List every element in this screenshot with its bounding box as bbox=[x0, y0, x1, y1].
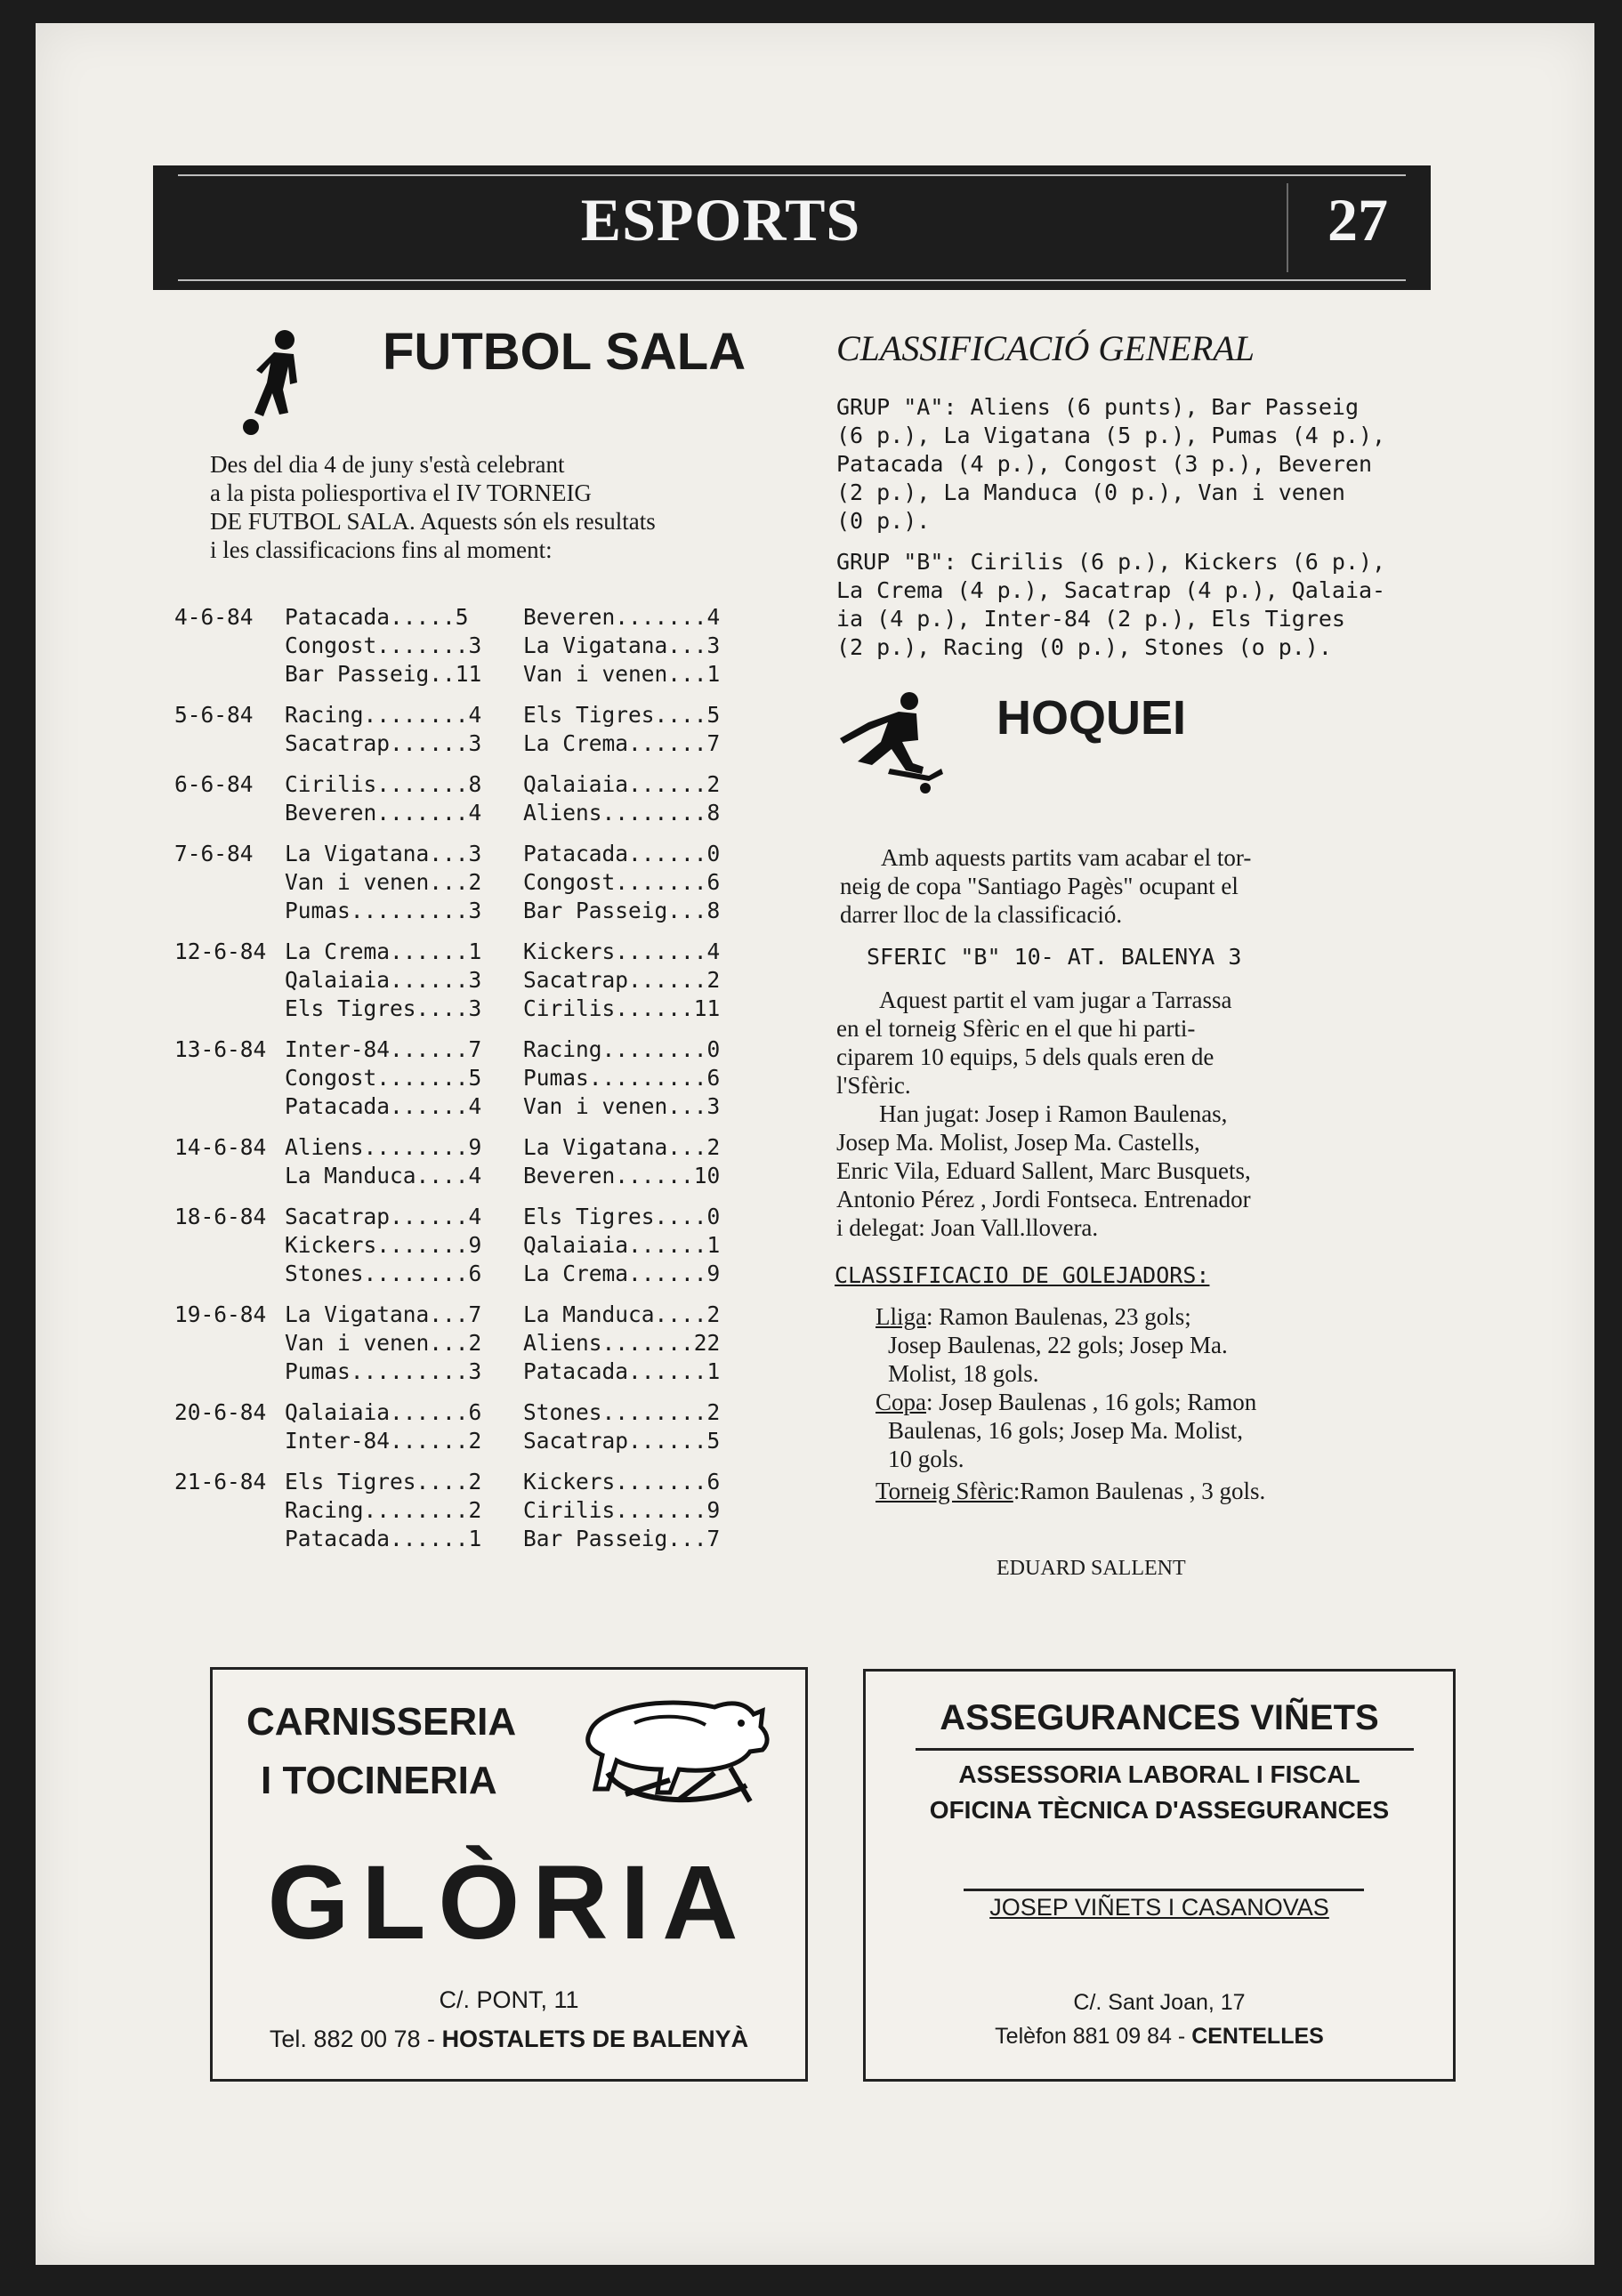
match-row bbox=[174, 1525, 788, 1553]
scorers-title: CLASSIFICACIO DE GOLEJADORS: bbox=[835, 1262, 1210, 1288]
scorer-line: Ramon Baulenas , 3 gols. bbox=[1020, 1478, 1266, 1504]
hoquei-report bbox=[836, 986, 1459, 1242]
match-row bbox=[174, 701, 788, 729]
report-line: l'Sfèric. bbox=[836, 1072, 911, 1099]
header-bottom-rule bbox=[178, 279, 1406, 281]
match-day bbox=[174, 603, 788, 689]
match-row bbox=[174, 1035, 788, 1064]
report-line: Enric Vila, Eduard Sallent, Marc Busquets, bbox=[836, 1157, 1251, 1184]
away-team-score: Stones........2 bbox=[523, 1399, 721, 1425]
scorers-torneig: Torneig Sfèric:Ramon Baulenas , 3 gols. bbox=[876, 1478, 1266, 1504]
futbol-sala-title: FUTBOL SALA bbox=[383, 323, 746, 381]
match-row bbox=[174, 938, 788, 966]
away-team-score: Sacatrap......2 bbox=[523, 967, 721, 993]
hoquei-title: HOQUEI bbox=[997, 691, 1187, 745]
ad-vinets-rule bbox=[916, 1748, 1414, 1751]
match-date: 6-6-84 bbox=[174, 771, 254, 797]
scorers-list bbox=[876, 1302, 1445, 1505]
match-date: 13-6-84 bbox=[174, 1036, 267, 1062]
scorers-lliga: Lliga: Ramon Baulenas, 23 gols; bbox=[876, 1303, 1191, 1330]
away-team-score: Bar Passeig...8 bbox=[523, 898, 721, 923]
standings-line: (2 p.), La Manduca (0 p.), Van i venen bbox=[836, 479, 1345, 505]
ad-gloria-line2: I TOCINERIA bbox=[261, 1759, 497, 1802]
report-line: Aquest partit el vam jugar a Tarrassa bbox=[879, 987, 1232, 1013]
match-date: 14-6-84 bbox=[174, 1134, 267, 1160]
home-team-score: Pumas.........3 bbox=[285, 898, 482, 923]
home-team-score: Els Tigres....3 bbox=[285, 995, 482, 1021]
standings-line: (0 p.). bbox=[836, 508, 931, 534]
match-row bbox=[174, 1329, 788, 1357]
home-team-score: Cirilis.......8 bbox=[285, 771, 482, 797]
header-top-rule bbox=[178, 174, 1406, 176]
match-row bbox=[174, 840, 788, 868]
hoquei-match-result: SFERIC "B" 10- AT. BALENYA 3 bbox=[867, 944, 1242, 970]
away-team-score: Bar Passeig...7 bbox=[523, 1526, 721, 1551]
hoquei-intro-line: Amb aquests partits vam acabar el tor- bbox=[881, 844, 1252, 871]
ad-gloria-tel: Tel. 882 00 78 - bbox=[269, 2026, 436, 2052]
scorer-line: Josep Baulenas , 16 gols; Ramon bbox=[939, 1389, 1257, 1415]
home-team-score: La Manduca....4 bbox=[285, 1163, 482, 1188]
away-team-score: Van i venen...1 bbox=[523, 661, 721, 687]
match-row bbox=[174, 660, 788, 689]
match-date: 4-6-84 bbox=[174, 604, 254, 630]
away-team-score: Kickers.......6 bbox=[523, 1469, 721, 1494]
ad-vinets-owner-rule bbox=[964, 1889, 1364, 1891]
scorer-category-label: Lliga bbox=[876, 1303, 926, 1330]
home-team-score: La Vigatana...3 bbox=[285, 841, 482, 866]
home-team-score: Els Tigres....2 bbox=[285, 1469, 482, 1494]
match-row bbox=[174, 799, 788, 827]
home-team-score: Kickers.......9 bbox=[285, 1232, 482, 1258]
away-team-score: La Crema......9 bbox=[523, 1261, 721, 1286]
scorers-copa: Copa: Josep Baulenas , 16 gols; Ramon bbox=[876, 1389, 1257, 1415]
ad-vinets-town: CENTELLES bbox=[1191, 2024, 1324, 2049]
away-team-score: Congost.......6 bbox=[523, 869, 721, 895]
away-team-score: La Manduca....2 bbox=[523, 1301, 721, 1327]
match-day bbox=[174, 938, 788, 1023]
classificacio-title: CLASSIFICACIÓ GENERAL bbox=[836, 328, 1255, 368]
match-row bbox=[174, 1468, 788, 1496]
futbol-intro-line: i les classificacions fins al moment: bbox=[210, 536, 553, 563]
home-team-score: Beveren.......4 bbox=[285, 800, 482, 826]
home-team-score: Stones........6 bbox=[285, 1261, 482, 1286]
hockey-player-icon bbox=[836, 690, 952, 797]
article-author: EDUARD SALLENT bbox=[997, 1557, 1186, 1580]
soccer-player-icon bbox=[238, 327, 310, 443]
away-team-score: Qalaiaia......1 bbox=[523, 1232, 721, 1258]
away-team-score: Patacada......1 bbox=[523, 1358, 721, 1384]
scorer-line: Baulenas, 16 gols; Josep Ma. Molist, bbox=[888, 1417, 1243, 1444]
match-day bbox=[174, 1203, 788, 1288]
home-team-score: Patacada.....5 bbox=[285, 604, 469, 630]
standings-line: GRUP "A": Aliens (6 punts), Bar Passeig bbox=[836, 394, 1359, 420]
match-date: 19-6-84 bbox=[174, 1301, 267, 1327]
ad-gloria-contact bbox=[213, 2026, 805, 2053]
away-team-score: Van i venen...3 bbox=[523, 1093, 721, 1119]
home-team-score: Racing........2 bbox=[285, 1497, 482, 1523]
ad-vinets-line1: ASSESSORIA LABORAL I FISCAL bbox=[958, 1760, 1360, 1788]
futbol-intro bbox=[210, 450, 797, 564]
ad-assegurances-vinets bbox=[863, 1669, 1456, 2082]
match-day bbox=[174, 1398, 788, 1455]
match-date: 12-6-84 bbox=[174, 939, 267, 964]
match-date: 21-6-84 bbox=[174, 1469, 267, 1494]
away-team-score: Cirilis.......9 bbox=[523, 1497, 721, 1523]
home-team-score: Van i venen...2 bbox=[285, 1330, 482, 1356]
away-team-score: La Crema......7 bbox=[523, 730, 721, 756]
futbol-intro-line: DE FUTBOL SALA. Aquests són els resultats bbox=[210, 508, 656, 535]
hoquei-intro-line: neig de copa "Santiago Pagès" ocupant el bbox=[840, 873, 1239, 899]
standings-line: (6 p.), La Vigatana (5 p.), Pumas (4 p.), bbox=[836, 423, 1386, 448]
match-row bbox=[174, 1427, 788, 1455]
standings-line: ia (4 p.), Inter-84 (2 p.), Els Tigres bbox=[836, 606, 1345, 632]
home-team-score: Qalaiaia......3 bbox=[285, 967, 482, 993]
scorer-line: Molist, 18 gols. bbox=[888, 1360, 1039, 1387]
match-row bbox=[174, 1231, 788, 1260]
match-row bbox=[174, 1162, 788, 1190]
away-team-score: Beveren......10 bbox=[523, 1163, 721, 1188]
ad-gloria-town: HOSTALETS DE BALENYÀ bbox=[441, 2026, 749, 2052]
match-day bbox=[174, 1301, 788, 1386]
report-line: i delegat: Joan Vall.llovera. bbox=[836, 1214, 1099, 1241]
results-table bbox=[174, 603, 788, 1566]
away-team-score: Aliens........8 bbox=[523, 800, 721, 826]
away-team-score: Cirilis......11 bbox=[523, 995, 721, 1021]
away-team-score: Sacatrap......5 bbox=[523, 1428, 721, 1454]
home-team-score: Patacada......4 bbox=[285, 1093, 482, 1119]
home-team-score: Sacatrap......3 bbox=[285, 730, 482, 756]
match-row bbox=[174, 868, 788, 897]
section-header bbox=[153, 165, 1431, 290]
match-day bbox=[174, 770, 788, 827]
match-day bbox=[174, 840, 788, 925]
ad-vinets-address: C/. Sant Joan, 17 bbox=[1073, 1990, 1246, 2015]
home-team-score: Inter-84......7 bbox=[285, 1036, 482, 1062]
match-row bbox=[174, 632, 788, 660]
home-team-score: Congost.......3 bbox=[285, 632, 482, 658]
standings-line: La Crema (4 p.), Sacatrap (4 p.), Qalaia- bbox=[836, 577, 1386, 603]
ad-vinets-owner: JOSEP VIÑETS I CASANOVAS bbox=[989, 1894, 1329, 1921]
match-day bbox=[174, 1468, 788, 1553]
match-row bbox=[174, 1133, 788, 1162]
match-row bbox=[174, 1203, 788, 1231]
pig-icon bbox=[572, 1688, 777, 1812]
home-team-score: La Crema......1 bbox=[285, 939, 482, 964]
match-row bbox=[174, 1301, 788, 1329]
match-row bbox=[174, 995, 788, 1023]
home-team-score: Bar Passeig..11 bbox=[285, 661, 482, 687]
away-team-score: Kickers.......4 bbox=[523, 939, 721, 964]
home-team-score: Qalaiaia......6 bbox=[285, 1399, 482, 1425]
ad-vinets-line2: OFICINA TÈCNICA D'ASSEGURANCES bbox=[929, 1796, 1390, 1824]
away-team-score: Els Tigres....5 bbox=[523, 702, 721, 728]
ad-gloria-line1: CARNISSERIA bbox=[246, 1700, 517, 1744]
grup-a-standings bbox=[836, 393, 1441, 536]
match-day bbox=[174, 701, 788, 758]
home-team-score: Pumas.........3 bbox=[285, 1358, 482, 1384]
away-team-score: Racing........0 bbox=[523, 1036, 721, 1062]
match-row bbox=[174, 1260, 788, 1288]
ad-vinets-contact bbox=[866, 2024, 1453, 2050]
match-date: 5-6-84 bbox=[174, 702, 254, 728]
section-title: ESPORTS bbox=[580, 186, 861, 254]
away-team-score: Beveren.......4 bbox=[523, 604, 721, 630]
match-date: 20-6-84 bbox=[174, 1399, 267, 1425]
away-team-score: Qalaiaia......2 bbox=[523, 771, 721, 797]
futbol-intro-line: a la pista poliesportiva el IV TORNEIG bbox=[210, 479, 592, 506]
scorer-line: 10 gols. bbox=[888, 1446, 964, 1472]
report-line: Josep Ma. Molist, Josep Ma. Castells, bbox=[836, 1129, 1200, 1156]
report-line: ciparem 10 equips, 5 dels quals eren de bbox=[836, 1043, 1214, 1070]
home-team-score: La Vigatana...7 bbox=[285, 1301, 482, 1327]
ad-carnisseria-gloria bbox=[210, 1667, 808, 2082]
standings-line: GRUP "B": Cirilis (6 p.), Kickers (6 p.), bbox=[836, 549, 1386, 575]
away-team-score: Aliens.......22 bbox=[523, 1330, 721, 1356]
header-separator bbox=[1287, 183, 1288, 272]
match-date: 18-6-84 bbox=[174, 1204, 267, 1229]
home-team-score: Aliens........9 bbox=[285, 1134, 482, 1160]
scorer-category-label: Torneig Sfèric bbox=[876, 1478, 1013, 1504]
report-line: Antonio Pérez , Jordi Fontseca. Entrenador bbox=[836, 1186, 1251, 1212]
scorer-category-label: Copa bbox=[876, 1389, 926, 1415]
match-date: 7-6-84 bbox=[174, 841, 254, 866]
match-day bbox=[174, 1035, 788, 1121]
match-row bbox=[174, 603, 788, 632]
hoquei-intro-line: darrer lloc de la classificació. bbox=[840, 901, 1123, 928]
page-number: 27 bbox=[1327, 186, 1388, 254]
home-team-score: Sacatrap......4 bbox=[285, 1204, 482, 1229]
home-team-score: Inter-84......2 bbox=[285, 1428, 482, 1454]
match-row bbox=[174, 1092, 788, 1121]
home-team-score: Van i venen...2 bbox=[285, 869, 482, 895]
ad-gloria-address: C/. PONT, 11 bbox=[439, 1986, 579, 2013]
home-team-score: Patacada......1 bbox=[285, 1526, 482, 1551]
away-team-score: Patacada......0 bbox=[523, 841, 721, 866]
grup-b-standings bbox=[836, 548, 1441, 662]
away-team-score: La Vigatana...2 bbox=[523, 1134, 721, 1160]
away-team-score: Els Tigres....0 bbox=[523, 1204, 721, 1229]
report-line: Han jugat: Josep i Ramon Baulenas, bbox=[879, 1100, 1228, 1127]
match-row bbox=[174, 729, 788, 758]
match-row bbox=[174, 1357, 788, 1386]
standings-line: Patacada (4 p.), Congost (3 p.), Beveren bbox=[836, 451, 1373, 477]
ad-gloria-name: GLÒRIA bbox=[267, 1844, 751, 1962]
home-team-score: Racing........4 bbox=[285, 702, 482, 728]
match-day bbox=[174, 1133, 788, 1190]
match-row bbox=[174, 966, 788, 995]
ad-vinets-name: ASSEGURANCES VIÑETS bbox=[940, 1698, 1379, 1737]
away-team-score: La Vigatana...3 bbox=[523, 632, 721, 658]
futbol-intro-line: Des del dia 4 de juny s'està celebrant bbox=[210, 451, 565, 478]
match-row bbox=[174, 897, 788, 925]
ad-vinets-tel: Telèfon 881 09 84 - bbox=[995, 2024, 1186, 2049]
scorer-line: Ramon Baulenas, 23 gols; bbox=[939, 1303, 1191, 1330]
away-team-score: Pumas.........6 bbox=[523, 1065, 721, 1091]
match-row bbox=[174, 1398, 788, 1427]
match-row bbox=[174, 1496, 788, 1525]
scorer-line: Josep Baulenas, 22 gols; Josep Ma. bbox=[888, 1332, 1228, 1358]
match-row bbox=[174, 1064, 788, 1092]
home-team-score: Congost.......5 bbox=[285, 1065, 482, 1091]
standings-line: (2 p.), Racing (0 p.), Stones (o p.). bbox=[836, 634, 1332, 660]
hoquei-intro bbox=[840, 843, 1445, 929]
match-row bbox=[174, 770, 788, 799]
report-line: en el torneig Sfèric en el que hi parti- bbox=[836, 1015, 1196, 1042]
